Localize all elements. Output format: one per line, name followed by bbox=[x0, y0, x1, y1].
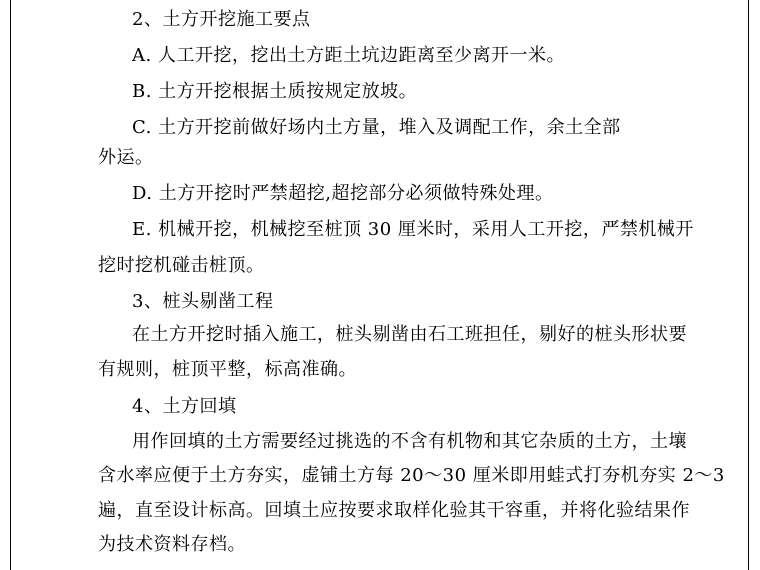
list-item-b: B. 土方开挖根据土质按规定放坡。 bbox=[132, 81, 418, 102]
list-item-c-line2: 外运。 bbox=[98, 147, 154, 168]
list-item-d: D. 土方开挖时严禁超挖,超挖部分必须做特殊处理。 bbox=[132, 183, 554, 204]
section-heading-pile-chiseling: 3、桩头剔凿工程 bbox=[132, 291, 274, 312]
paragraph-pile-line1: 在土方开挖时插入施工，桩头剔凿由石工班担任，剔好的桩头形状要 bbox=[132, 324, 687, 345]
paragraph-backfill-line4: 为技术资料存档。 bbox=[98, 534, 246, 555]
list-item-e-line2: 挖时挖机碰击桩顶。 bbox=[98, 255, 265, 276]
document-page bbox=[10, 0, 749, 570]
paragraph-backfill-line3: 遍，直至设计标高。回填土应按要求取样化验其干容重，并将化验结果作 bbox=[98, 500, 690, 521]
paragraph-backfill-line2: 含水率应便于土方夯实，虚铺土方每 20～30 厘米即用蛙式打夯机夯实 2～3 bbox=[98, 465, 725, 486]
section-heading-earthwork-excavation: 2、土方开挖施工要点 bbox=[132, 9, 311, 30]
list-item-e-line1: E. 机械开挖，机械挖至桩顶 30 厘米时，采用人工开挖，严禁机械开 bbox=[132, 219, 694, 240]
list-item-a: A. 人工开挖，挖出土方距土坑边距离至少离开一米。 bbox=[132, 45, 565, 66]
list-item-c-line1: C. 土方开挖前做好场内土方量，堆入及调配工作，余土全部 bbox=[132, 117, 621, 138]
paragraph-backfill-line1: 用作回填的土方需要经过挑选的不含有机物和其它杂质的土方，土壤 bbox=[132, 431, 687, 452]
section-heading-backfill: 4、土方回填 bbox=[132, 396, 237, 417]
paragraph-pile-line2: 有规则，桩顶平整，标高准确。 bbox=[98, 359, 357, 380]
